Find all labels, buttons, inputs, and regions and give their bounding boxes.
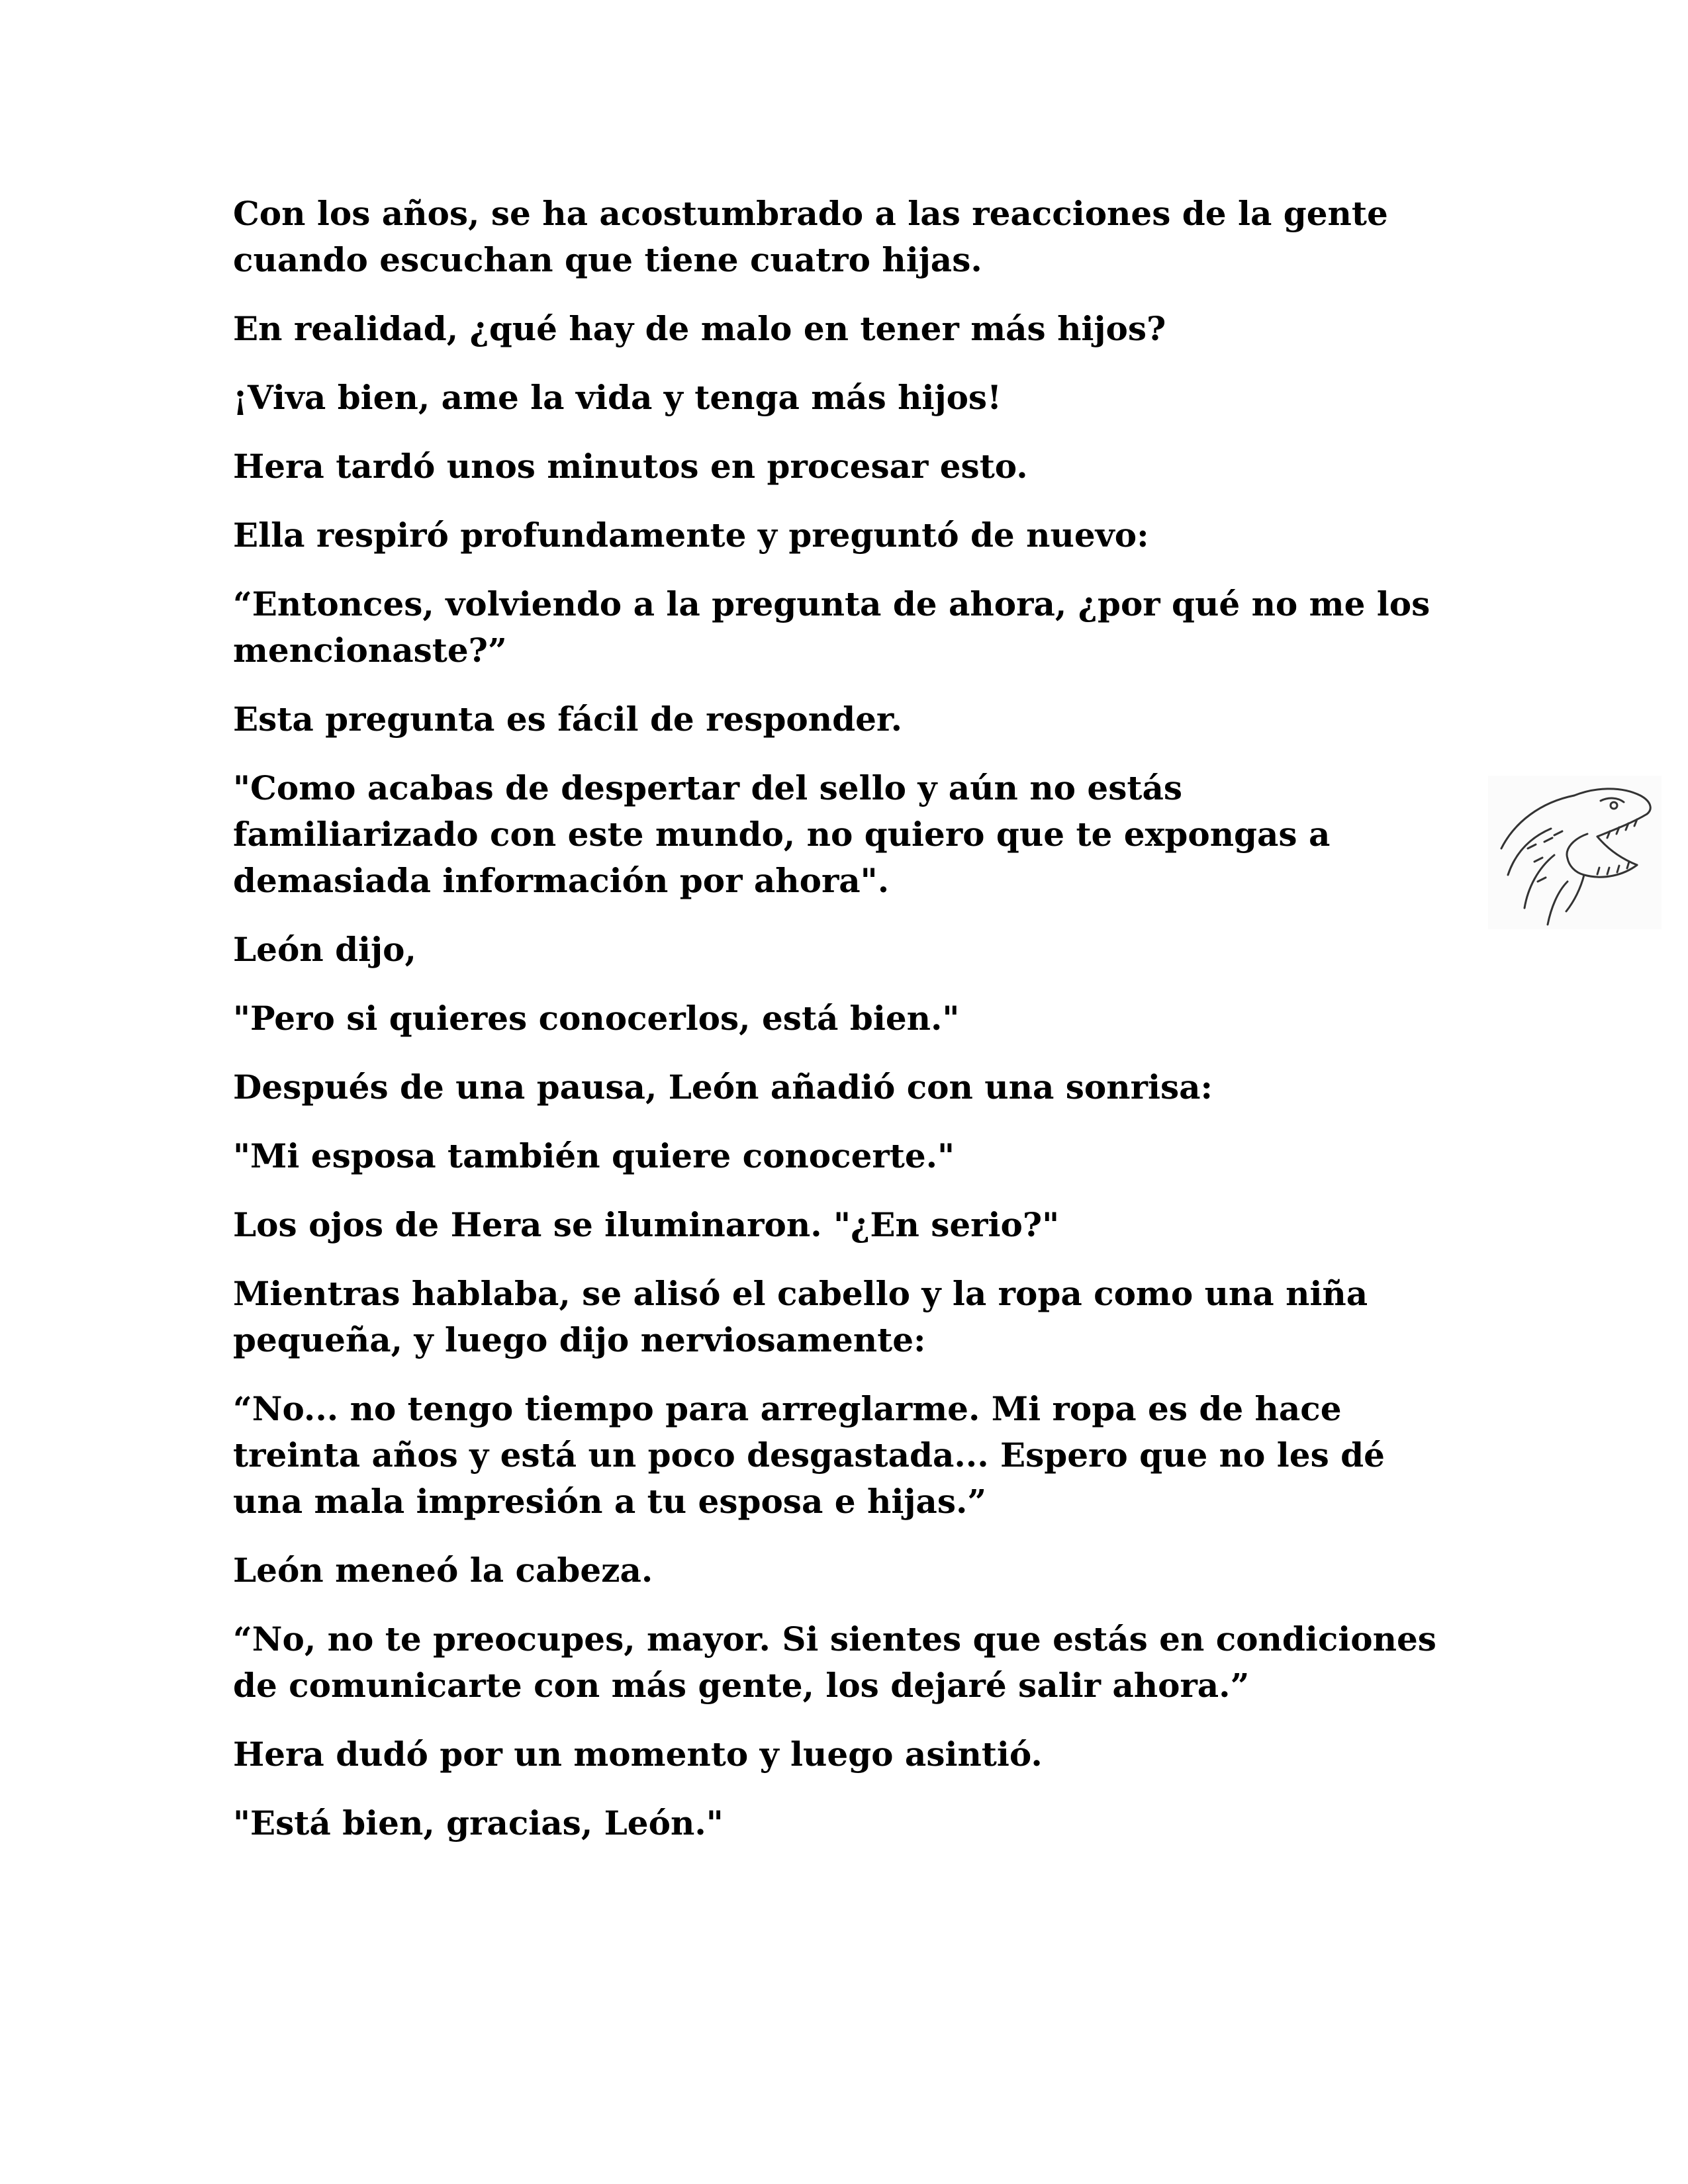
paragraph-5: Ella respiró profundamente y preguntó de nuevo: — [233, 516, 1149, 555]
paragraph-1: Con los años, se ha acostumbrado a las reacciones de la gente cuando escuchan que tiene cuatro hijas. — [233, 194, 1388, 279]
paragraph-2: En realidad, ¿qué hay de malo en tener más hijos? — [233, 309, 1166, 348]
paragraph-14: Mientras hablaba, se alisó el cabello y la ropa como una niña pequeña, y luego dijo nerviosamente: — [233, 1274, 1368, 1359]
dinosaur-head-sketch-icon — [1488, 776, 1662, 929]
paragraph-3: ¡Viva bien, ame la vida y tenga más hijos! — [233, 378, 1002, 417]
paragraph-16: León meneó la cabeza. — [233, 1551, 653, 1590]
paragraph-11: Después de una pausa, León añadió con una sonrisa: — [233, 1068, 1213, 1107]
paragraph-18: Hera dudó por un momento y luego asintió. — [233, 1735, 1043, 1774]
paragraph-9: León dijo, — [233, 930, 416, 969]
paragraph-17: “No, no te preocupes, mayor. Si sientes que estás en condiciones de comunicarte con más gente, los dejaré salir ahora.” — [233, 1619, 1436, 1705]
paragraph-19: "Está bien, gracias, León." — [233, 1803, 724, 1843]
paragraph-7: Esta pregunta es fácil de responder. — [233, 700, 903, 739]
paragraph-4: Hera tardó unos minutos en procesar esto. — [233, 447, 1028, 486]
text-column — [233, 191, 1438, 1869]
paragraph-12: "Mi esposa también quiere conocerte." — [233, 1136, 955, 1175]
paragraph-8: "Como acabas de despertar del sello y aún no estás familiarizado con este mundo, no quiero que te expongas a demasiada información por ahora". — [233, 768, 1331, 900]
paragraph-6: “Entonces, volviendo a la pregunta de ahora, ¿por qué no me los mencionaste?” — [233, 584, 1430, 670]
paragraph-10: "Pero si quieres conocerlos, está bien." — [233, 999, 960, 1038]
paragraph-15: “No... no tengo tiempo para arreglarme. Mi ropa es de hace treinta años y está un poco desgastada... Espero que no les dé una mala impresión a tu esposa e hijas.” — [233, 1389, 1385, 1521]
paragraph-13: Los ojos de Hera se iluminaron. "¿En serio?" — [233, 1205, 1060, 1244]
